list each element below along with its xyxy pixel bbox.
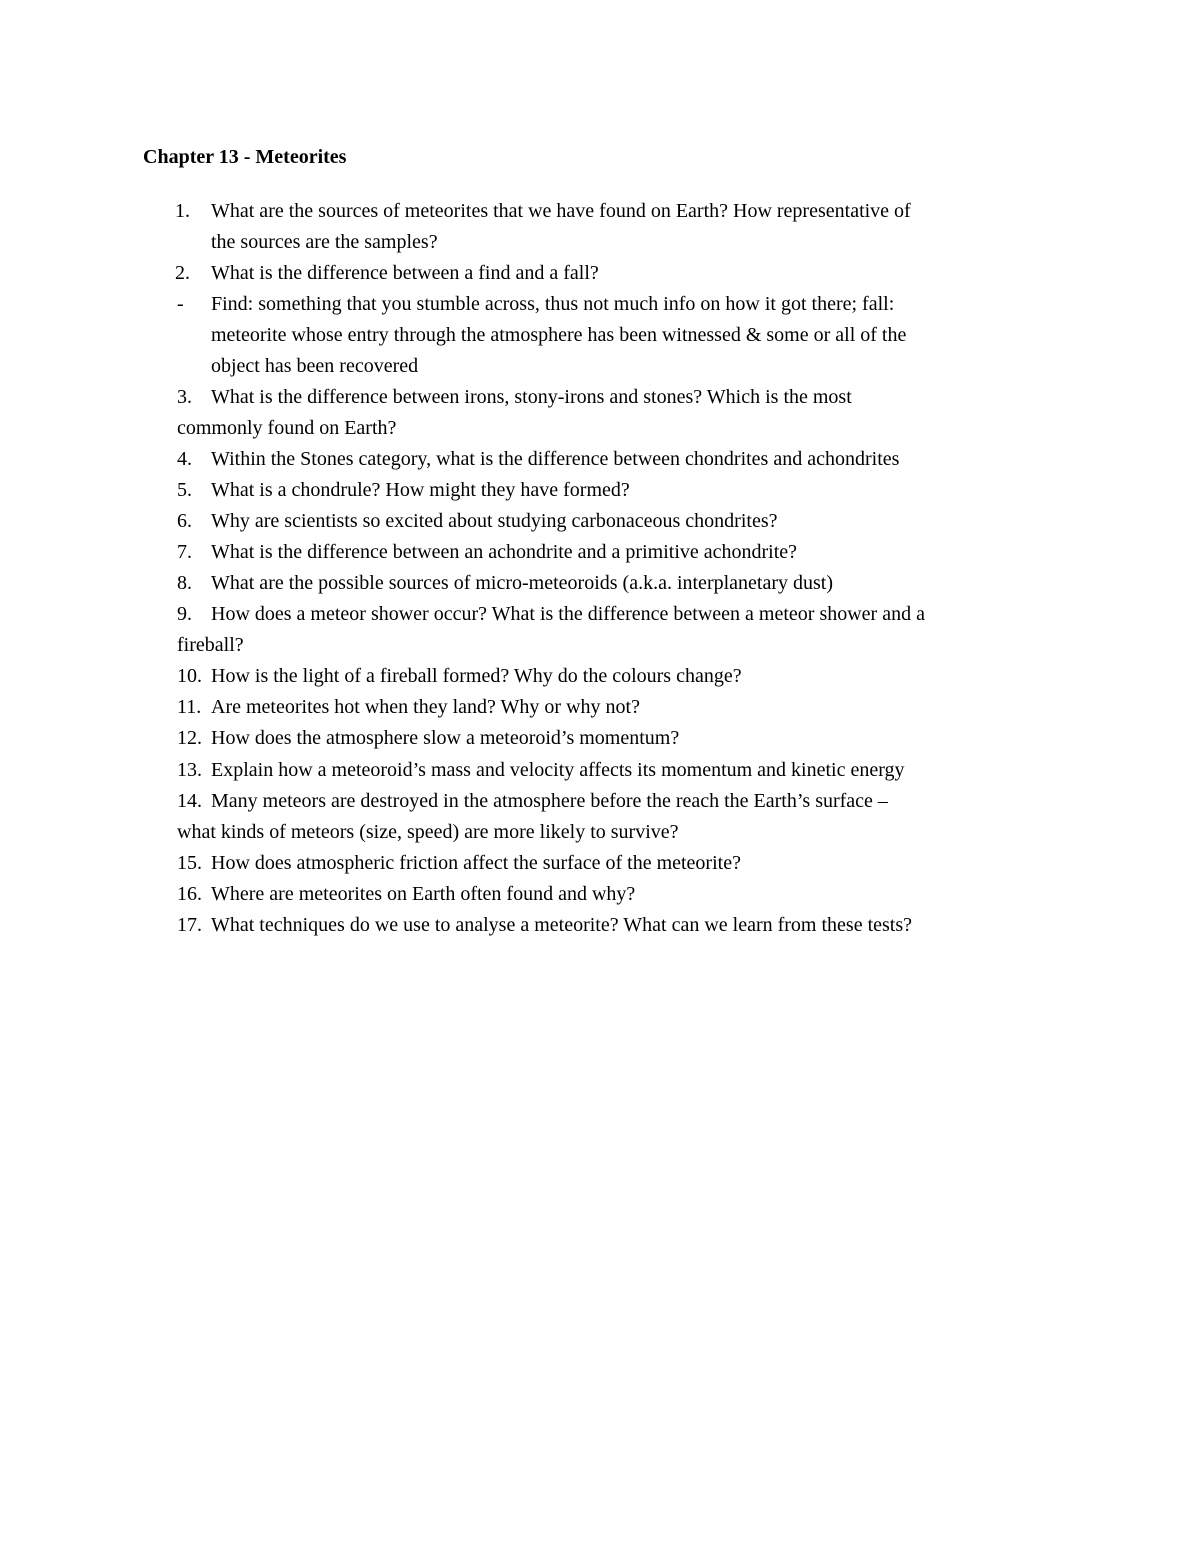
list-marker: 6. <box>177 510 192 532</box>
list-item-text: Find: something that you stumble across, thus not much info on how it got there; fall: <box>211 293 895 315</box>
list-marker: 5. <box>177 479 192 501</box>
list-marker: 10. <box>177 665 202 687</box>
list-item-text: Explain how a meteoroid’s mass and velocity affects its momentum and kinetic energy <box>211 759 905 781</box>
list-item-text: What techniques do we use to analyse a meteorite? What can we learn from these tests? <box>211 914 913 936</box>
list-marker: 11. <box>177 696 202 718</box>
list-item-text: How does atmospheric friction affect the surface of the meteorite? <box>211 852 741 874</box>
list-item-text: Many meteors are destroyed in the atmosphere before the reach the Earth’s surface – <box>211 790 888 812</box>
list-item-text: the sources are the samples? <box>211 231 438 253</box>
list-item-text: object has been recovered <box>211 355 419 377</box>
list-marker: 7. <box>177 541 192 563</box>
list-marker: 12. <box>177 727 202 749</box>
list-marker: 13. <box>177 759 202 781</box>
list-marker: - <box>177 293 184 315</box>
list-item-text: what kinds of meteors (size, speed) are more likely to survive? <box>177 821 679 843</box>
list-marker: 4. <box>177 448 192 470</box>
list-item-text: What is a chondrule? How might they have formed? <box>211 479 630 501</box>
list-marker: 16. <box>177 883 202 905</box>
list-item-text: How is the light of a fireball formed? Why do the colours change? <box>211 665 742 687</box>
list-item-text: Within the Stones category, what is the difference between chondrites and achondrites <box>211 448 900 470</box>
list-marker: 3. <box>177 386 192 408</box>
list-marker: 9. <box>177 603 192 625</box>
list-item-text: What is the difference between an achondrite and a primitive achondrite? <box>211 541 798 563</box>
list-item-text: meteorite whose entry through the atmosphere has been witnessed & some or all of the <box>211 324 907 346</box>
list-marker: 14. <box>177 790 202 812</box>
list-item-text: Where are meteorites on Earth often found and why? <box>211 883 636 905</box>
list-item-text: Are meteorites hot when they land? Why or why not? <box>211 696 640 718</box>
list-item-text: fireball? <box>177 634 244 656</box>
list-marker: 2. <box>175 262 190 284</box>
list-item-text: What are the possible sources of micro-meteoroids (a.k.a. interplanetary dust) <box>211 572 834 594</box>
list-marker: 1. <box>175 200 190 222</box>
list-item-text: What are the sources of meteorites that we have found on Earth? How representative of <box>211 200 911 222</box>
list-item-text: commonly found on Earth? <box>177 417 397 439</box>
list-marker: 8. <box>177 572 192 594</box>
page-title: Chapter 13 - Meteorites <box>143 146 347 168</box>
list-marker: 15. <box>177 852 202 874</box>
list-marker: 17. <box>177 914 202 936</box>
list-item-text: Why are scientists so excited about studying carbonaceous chondrites? <box>211 510 778 532</box>
list-item-text: What is the difference between irons, stony-irons and stones? Which is the most <box>211 386 852 408</box>
list-item-text: What is the difference between a find and a fall? <box>211 262 599 284</box>
list-item-text: How does the atmosphere slow a meteoroid’s momentum? <box>211 727 680 749</box>
list-item-text: How does a meteor shower occur? What is the difference between a meteor shower and a <box>211 603 925 625</box>
